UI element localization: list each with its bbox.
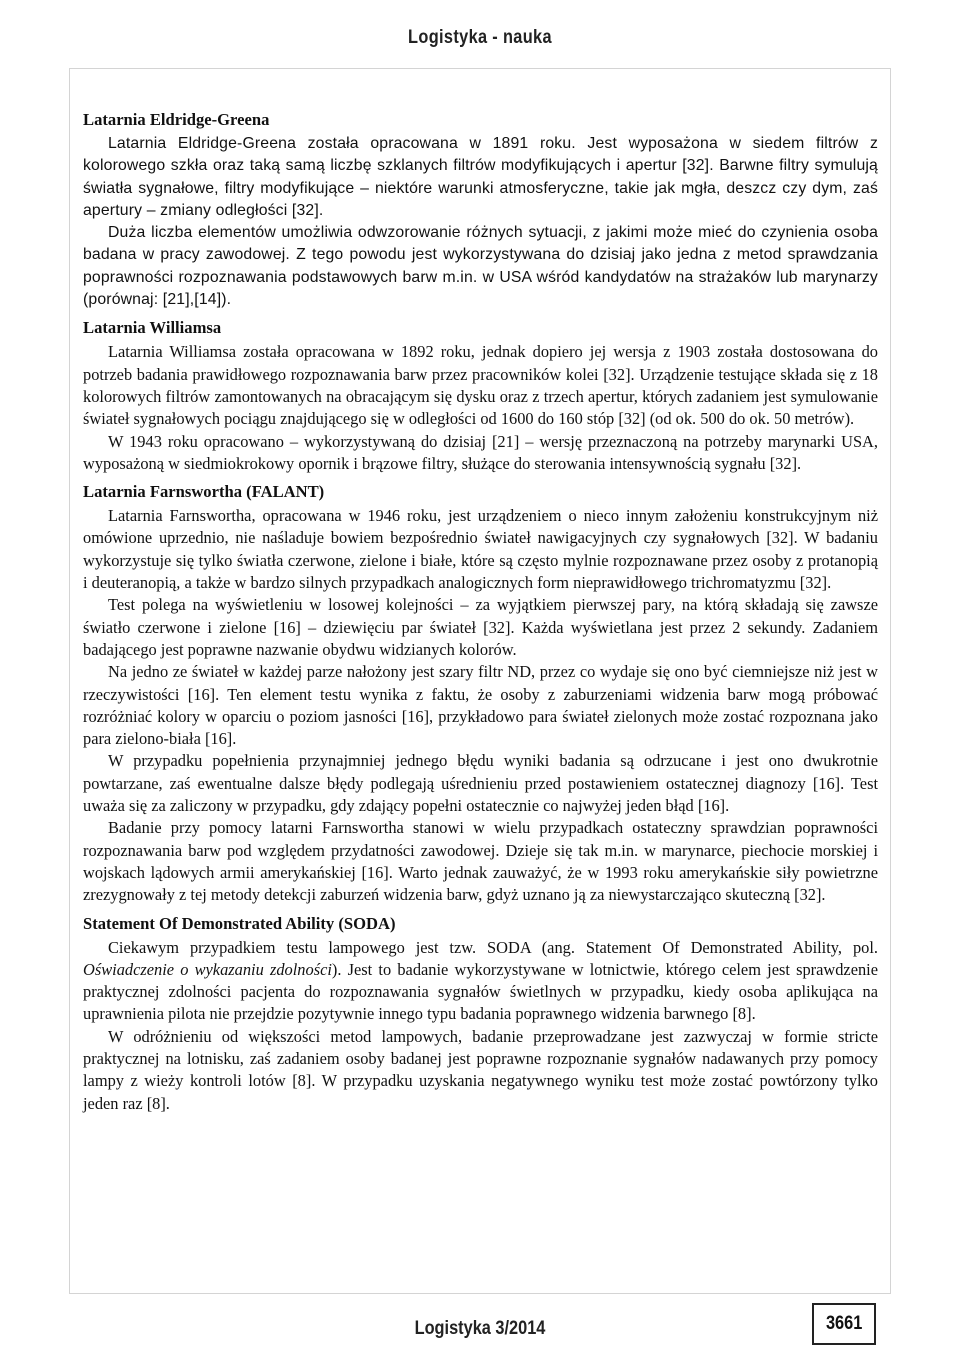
section-heading-williams: Latarnia Williamsa	[83, 318, 222, 338]
paragraph-text: ). Jest to badanie wykorzystywane w lotnictwie, którego celem jest sprawdzenie praktycznej zdolności pacjenta do rozpoznawania sygnałów świetlnych w przypadku, kiedy osoba aplikująca na uprawnienia pilota nie przejdzie pozytywnie innego typu badania poprawnego widzenia barwnego [8].	[83, 959, 878, 1024]
section-heading-eldridge-green: Latarnia Eldridge-Greena	[83, 110, 270, 129]
page-number-box	[812, 1303, 876, 1345]
paragraph-text: Ciekawym przypadkiem testu lampowego jest tzw. SODA (ang. Statement Of Demonstrated Ability, pol.	[108, 937, 878, 957]
paragraph: Badanie przy pomocy latarni Farnswortha stanowi w wielu przypadkach ostateczny sprawdzian poprawności rozpoznawania barw pod względem przydatności zawodowej. Dzieje się tak m.in. w marynarce, piechocie morskiej i wojskach lądowych armii amerykańskiej [16]. Warto jednak zauważyć, że w 1993 roku amerykańskie siły powietrzne zrezygnowały z tej metody detekcji zaburzeń widzenia barw, gdyż uznano ją za niewystarczająco skuteczną [32].	[83, 818, 878, 905]
paragraph: W odróżnieniu od większości metod lampowych, badanie przeprowadzane jest zazwyczaj w formie stricte praktycznej na lotnisku, zaś zadaniem osoby badanej jest poprawne rozpoznanie sygnałów nadawanych przy pomocy lampy z wieży kontroli lotów [8]. W przypadku uzyskania negatywnego wyniku test może zostać powtórzony tylko jeden raz [8].	[83, 1026, 878, 1113]
section-body-eldridge-green	[83, 133, 878, 311]
journal-header: Logistyka - nauka	[408, 27, 552, 48]
paragraph: Latarnia Williamsa została opracowana w 1892 roku, jednak dopiero jej wersja z 1903 została dostosowana do potrzeb badania prawidłowego rozpoznawania barw przez pracowników kolei [32]. Urządzenie testujące składa się z 18 kolorowych filtrów zamontowanych na obracającym się dysku oraz z trzech apertur, których zadaniem jest symulowanie świateł sygnałowych pociągu znajdującego się w odległości od 1600 do 160 stóp [32] (od ok. 500 do ok. 50 metrów).	[83, 342, 878, 429]
paragraph: W przypadku popełnienia przynajmniej jednego błędu wyniki badania są odrzucane i jest ono dwukrotnie powtarzane, zaś ewentualne dalsze błędy podlegają uśrednieniu przed postawieniem ostatecznej diagnozy [16]. Test uważa się za zaliczony w przypadku, gdy zdający popełni ostatecznie co najwyżej jeden błąd [16].	[83, 751, 878, 816]
paragraph: Latarnia Farnswortha, opracowana w 1946 roku, jest urządzeniem o nieco innym założeniu konstrukcyjnym niż omówione uprzednio, nie naśladuje bowiem bezpośrednio świateł nawigacyjnych czy sygnałowych [32]. W badaniu wykorzystuje się tylko światła czerwone, zielone i białe, które są często mylnie rozpoznawane przez osoby z protanopią i deuteranopią, a także w bardzo silnych przypadkach analogicznych form nieprawidłowego trichromatyzmu [32].	[83, 506, 878, 593]
article-body	[83, 108, 878, 1115]
section-heading-soda: Statement Of Demonstrated Ability (SODA)	[83, 913, 396, 933]
issue-footer: Logistyka 3/2014	[414, 1318, 546, 1339]
italic-term: Oświadczenie o wykazaniu zdolności	[83, 959, 332, 979]
paragraph: W 1943 roku opracowano – wykorzystywaną do dzisiaj [21] – wersję przeznaczoną na potrzeby marynarki USA, wyposażoną w siedmiokrokowy opornik i brązowe filtry, służące do sterowania intensywnością sygnału [32].	[83, 431, 878, 473]
page-number: 3661	[825, 1313, 863, 1334]
paragraph: Test polega na wyświetleniu w losowej kolejności – za wyjątkiem pierwszej pary, na którą składają się zawsze światło czerwone i zielone [16] – dziewięciu par świateł [32]. Każda wyświetlana jest przez 2 sekundy. Zadaniem badającego jest poprawne nazwanie obydwu widzianych kolorów.	[83, 595, 878, 659]
paragraph: Latarnia Eldridge-Greena została opracowana w 1891 roku. Jest wyposażona w siedem filtrów z kolorowego szkła oraz taką samą liczbę szklanych filtrów modyfikujących i apertur [32]. Barwne filtry symulują światła sygnałowe, filtry modyfikujące – niektóre warunki atmosferyczne, takie jak mgła, deszcz czy dym, zaś apertury – zmiany odległości [32].	[83, 135, 878, 219]
section-heading-farnsworth: Latarnia Farnswortha (FALANT)	[83, 482, 325, 502]
paragraph: Duża liczba elementów umożliwia odwzorowanie różnych sytuacji, z jakimi może mieć do czynienia osoba badana w pracy zawodowej. Z tego powodu jest wykorzystywana do dzisiaj jako jedna z metod sprawdzania poprawności rozpoznawania podstawowych barw m.in. w USA wśród kandydatów na strażaków lub marynarzy (porównaj: [21],[14]).	[83, 224, 878, 309]
paragraph	[83, 937, 878, 1026]
paragraph: Na jedno ze świateł w każdej parze nałożony jest szary filtr ND, przez co wydaje się ono być ciemniejsze niż jest w rzeczywistości [16]. Ten element testu wynika z faktu, że osoby z zaburzeniami widzenia barw mogą próbować rozróżniać kolory w oparciu o poziom jasności [16], przykładowo para świateł zielonych może zostać rozpoznana jako para zielono-biała [16].	[83, 662, 878, 749]
